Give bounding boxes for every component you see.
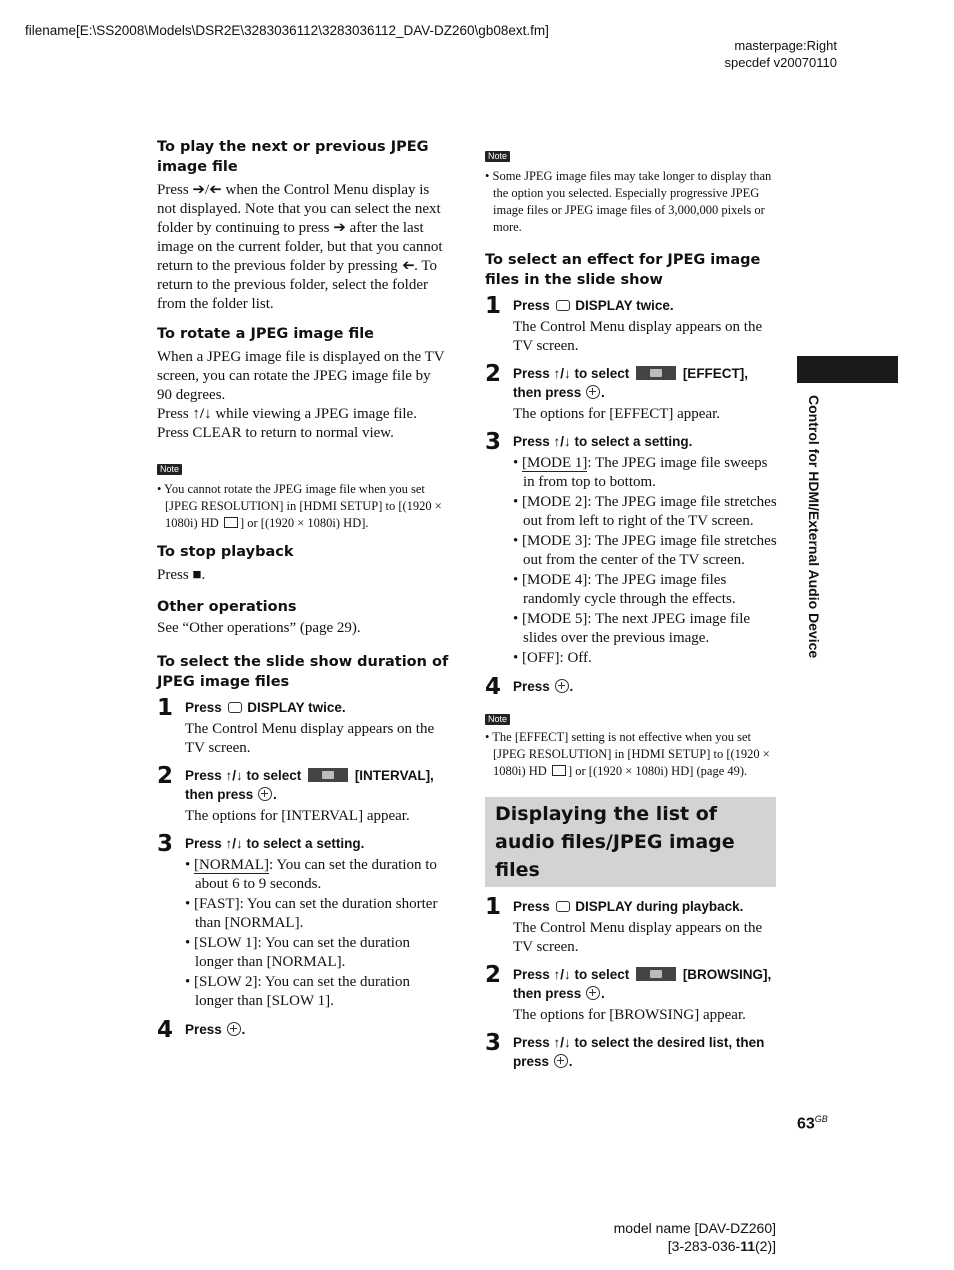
effect-step-1	[485, 294, 777, 356]
text-part: Press	[157, 406, 193, 422]
display-button-icon	[556, 901, 570, 912]
effect-step-3	[485, 430, 777, 669]
text-part: [SLOW 2]: You can set the duration longer than [SLOW 1].	[194, 974, 410, 1009]
browsing-section	[485, 797, 776, 1071]
step-number: 2	[485, 962, 502, 988]
step-number: 4	[485, 674, 502, 700]
text-part: [SLOW 1]: You can set the duration longer than [NORMAL].	[194, 935, 410, 970]
text-part: 11	[740, 1238, 755, 1254]
right-arrow-icon: ➔	[333, 220, 346, 236]
text-part: [BROWSING], then press	[513, 967, 772, 1001]
step-3	[157, 832, 449, 1012]
text-part: [INTERVAL], then press	[185, 768, 434, 802]
page-number-value: 63	[797, 1115, 815, 1133]
step-instruction	[185, 1018, 449, 1039]
text-part: Press	[185, 700, 226, 715]
list-item: • [MODE 5]: The next JPEG image file slides over the previous image.	[513, 611, 751, 646]
list-item: • [OFF]: Off.	[513, 650, 592, 666]
text-part: Press ↑/↓ to select the desired list, then press	[513, 1035, 765, 1069]
right-column	[485, 146, 777, 780]
display-button-icon	[228, 702, 242, 713]
list-item: • [SLOW 1]: You can set the duration longer than [NORMAL].	[185, 935, 410, 970]
text-part: .	[273, 787, 277, 802]
note-text-effect	[485, 729, 777, 780]
enter-button-icon	[555, 679, 569, 693]
page-number-suffix: GB	[814, 1114, 828, 1124]
text-part: [MODE 5]: The next JPEG image file slides over the previous image.	[522, 611, 751, 646]
step-instruction	[513, 294, 777, 315]
text-part: Press	[513, 298, 554, 313]
text-part: Press	[157, 182, 193, 198]
step-instruction	[185, 764, 449, 804]
effect-step-2	[485, 362, 777, 424]
step-description: The options for [EFFECT] appear.	[513, 406, 721, 422]
effect-menu-icon	[636, 366, 676, 380]
step-description: The options for [BROWSING] appear.	[513, 1007, 746, 1023]
text-part: [FAST]: You can set the duration shorter than [NORMAL].	[194, 896, 438, 931]
masterpage-label: masterpage:Right	[734, 38, 837, 53]
masterpage-header	[724, 37, 837, 71]
text-part: [MODE 4]: The JPEG image files randomly cycle through the effects.	[522, 572, 736, 607]
enter-button-icon	[227, 1022, 241, 1036]
hd-progressive-icon	[552, 765, 566, 776]
text-part: ] or [(1920 × 1080i) HD].	[239, 516, 369, 530]
text-part: .	[568, 1054, 573, 1069]
heading-next-previous: To play the next or previous JPEG image file	[157, 139, 429, 175]
browsing-step-1	[485, 895, 776, 957]
paragraph-other-operations: See “Other operations” (page 29).	[157, 620, 361, 636]
text-part: DISPLAY twice.	[571, 298, 674, 313]
text-part: .	[569, 679, 574, 694]
text-part: [MODE 2]: The JPEG image file stretches out from left to right of the TV screen.	[522, 494, 777, 529]
step-number: 3	[485, 429, 502, 455]
effect-options-list	[513, 454, 777, 668]
text-part: after the last image on the current folder, but that you cannot return to the previous folder by pressing	[157, 220, 443, 274]
step-number: 4	[157, 1017, 174, 1043]
step-instruction	[513, 362, 777, 402]
list-item: • [MODE 3]: The JPEG image file stretches out from the center of the TV screen.	[513, 533, 777, 568]
note-block-slideshow	[485, 146, 777, 236]
text-part: Press ↑/↓ to select	[185, 768, 306, 783]
text-part: .	[601, 385, 605, 400]
step-number: 3	[485, 1030, 502, 1056]
step-1	[157, 696, 449, 758]
step-description: The Control Menu display appears on the TV screen.	[513, 319, 763, 354]
text-part: : You can set the duration to about 6 to 9 seconds.	[195, 857, 437, 892]
text-part: DISPLAY twice.	[243, 700, 346, 715]
text-part: • You cannot rotate the JPEG image file when you set [JPEG RESOLUTION] in [HDMI SETUP] to [(1920 × 1080i) HD	[157, 482, 442, 530]
list-item: • [NORMAL]: You can set the duration to about 6 to 9 seconds.	[185, 857, 437, 892]
up-down-arrow-icon: ↑/↓	[192, 406, 212, 422]
note-label: Note	[485, 714, 510, 725]
text-part: [OFF]: Off.	[522, 650, 592, 666]
text-part: [MODE 3]: The JPEG image file stretches out from the center of the TV screen.	[522, 533, 777, 568]
text-part: (2)]	[755, 1238, 776, 1254]
heading-slide-duration: To select the slide show duration of JPEG image files	[157, 654, 449, 690]
left-right-arrow-icon: ➔/➔	[192, 182, 222, 198]
specdef-label: specdef v20070110	[724, 55, 837, 70]
text-part: Press ↑/↓ to select	[513, 967, 634, 982]
step-instruction	[513, 1031, 776, 1071]
step-number: 2	[157, 763, 174, 789]
text-part: : The JPEG image file sweeps in from top to bottom.	[523, 455, 768, 490]
list-item: • [MODE 2]: The JPEG image file stretches out from left to right of the TV screen.	[513, 494, 777, 529]
step-instruction: Press ↑/↓ to select a setting.	[513, 434, 693, 449]
heading-stop: To stop playback	[157, 544, 294, 560]
text-part: .	[601, 986, 605, 1001]
step-description: The options for [INTERVAL] appear.	[185, 808, 410, 824]
note-text-rotate	[157, 481, 449, 532]
step-instruction	[185, 696, 449, 717]
text-part: Press	[185, 1022, 226, 1037]
chapter-vertical-label: Control for HDMI/External Audio Device	[806, 395, 822, 659]
step-number: 3	[157, 831, 174, 857]
text-part: while viewing a JPEG image file.	[211, 406, 417, 422]
interval-menu-icon	[308, 768, 348, 782]
paragraph-rotate-3: Press CLEAR to return to normal view.	[157, 425, 394, 441]
text-part: Press	[513, 679, 554, 694]
text-part: .	[241, 1022, 246, 1037]
note-text-slideshow: • Some JPEG image files may take longer to display than the option you selected. Especially progressive JPEG image files or JPEG image files of 3,000,000 pixels or more.	[485, 169, 772, 234]
left-arrow-icon: ➔	[401, 258, 415, 274]
text-part: Press	[513, 899, 554, 914]
text-part: ] or [(1920 × 1080i) HD] (page 49).	[567, 764, 748, 778]
note-label: Note	[485, 151, 510, 162]
text-part: [EFFECT], then press	[513, 366, 749, 400]
step-number: 1	[485, 894, 502, 920]
heading-rotate: To rotate a JPEG image file	[157, 326, 375, 342]
paragraph-rotate-2	[157, 405, 449, 424]
step-description: The Control Menu display appears on the TV screen.	[185, 721, 435, 756]
model-name: model name [DAV-DZ260]	[613, 1220, 776, 1236]
step-instruction	[513, 675, 777, 696]
step-number: 1	[485, 293, 502, 319]
heading-other-operations: Other operations	[157, 599, 297, 615]
paragraph-stop: Press ■.	[157, 567, 206, 583]
text-part: DISPLAY during playback.	[571, 899, 744, 914]
paragraph-next-previous	[157, 181, 449, 314]
browsing-step-3	[485, 1031, 776, 1071]
text-part: • The [EFFECT] setting is not effective when you set [JPEG RESOLUTION] in [HDMI SETUP] to [(1920 × 1080i) HD	[485, 730, 770, 778]
section-title: Displaying the list of audio files/JPEG image files	[485, 797, 776, 887]
note-block-rotate	[157, 459, 449, 532]
step-instruction: Press ↑/↓ to select a setting.	[185, 836, 365, 851]
text-part: Press ↑/↓ to select	[513, 366, 634, 381]
text-part: when the Control Menu display is not displayed. Note that you can select the next folder by continuing to press	[157, 182, 441, 236]
filename-header: filename[E:\SS2008\Models\DSR2E\3283036112\3283036112_DAV-DZ260\gb08ext.fm]	[25, 23, 549, 38]
effect-step-4	[485, 675, 777, 699]
chapter-tab	[797, 356, 898, 383]
step-instruction	[513, 895, 776, 916]
enter-button-icon	[586, 986, 600, 1000]
left-column	[157, 137, 449, 1042]
note-block-effect	[485, 709, 777, 780]
step-number: 2	[485, 361, 502, 387]
list-item: • [MODE 1]: The JPEG image file sweeps in from top to bottom.	[513, 455, 768, 490]
list-item: • [FAST]: You can set the duration shorter than [NORMAL].	[185, 896, 438, 931]
default-option: [NORMAL]	[194, 857, 270, 873]
list-item: • [SLOW 2]: You can set the duration longer than [SLOW 1].	[185, 974, 410, 1009]
step-description: The Control Menu display appears on the TV screen.	[513, 920, 763, 955]
duration-options-list	[185, 856, 449, 1011]
part-code	[614, 1237, 776, 1255]
paragraph-rotate-1: When a JPEG image file is displayed on the TV screen, you can rotate the JPEG image file by 90 degrees.	[157, 349, 445, 403]
heading-effect: To select an effect for JPEG image files in the slide show	[485, 252, 761, 288]
page-number	[797, 1114, 828, 1133]
step-number: 1	[157, 695, 174, 721]
browsing-step-2	[485, 963, 776, 1025]
browsing-menu-icon	[636, 967, 676, 981]
step-instruction	[513, 963, 776, 1003]
enter-button-icon	[258, 787, 272, 801]
step-4	[157, 1018, 449, 1042]
list-item: • [MODE 4]: The JPEG image files randomly cycle through the effects.	[513, 572, 736, 607]
text-part: [3-283-036-	[667, 1238, 741, 1254]
enter-button-icon	[586, 385, 600, 399]
footer-model-info	[614, 1219, 776, 1255]
enter-button-icon	[554, 1054, 568, 1068]
hd-progressive-icon	[224, 517, 238, 528]
display-button-icon	[556, 300, 570, 311]
default-option: [MODE 1]	[522, 455, 588, 471]
step-2	[157, 764, 449, 826]
text-part: . To return to the previous folder, select the folder from the folder list.	[157, 258, 437, 312]
note-label: Note	[157, 464, 182, 475]
